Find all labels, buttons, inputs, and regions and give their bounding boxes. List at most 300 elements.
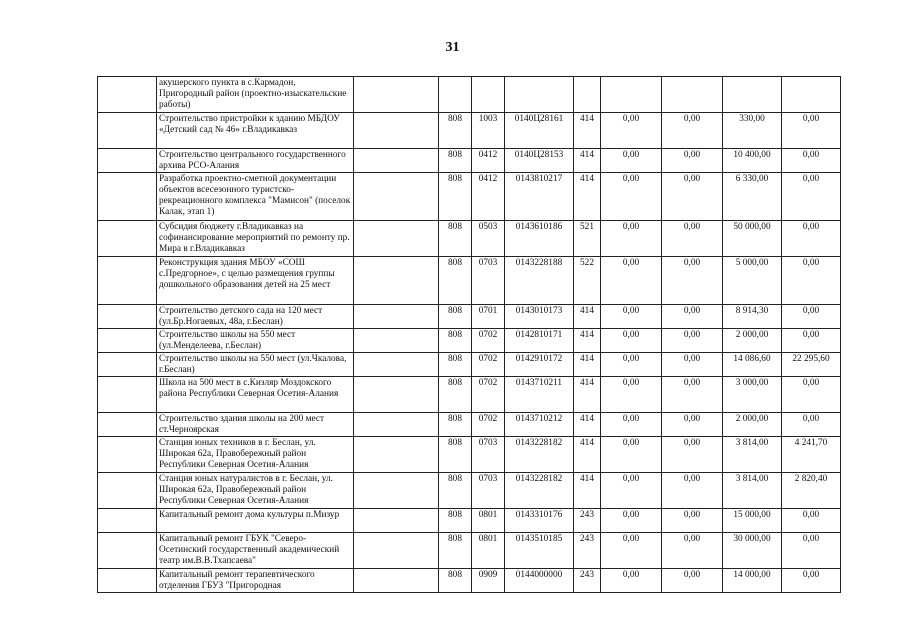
object-name-text: Капитальный ремонт ГБУК "Северо-Осетинский государственный академический театр им.В.В.Тхапсаева" bbox=[159, 534, 340, 566]
ministry-code-cell bbox=[439, 377, 472, 413]
row-index-cell bbox=[98, 77, 157, 113]
target-article-text: 0143610186 bbox=[515, 222, 563, 232]
target-article-text: 0144000000 bbox=[515, 570, 563, 580]
ministry-code-cell bbox=[439, 173, 472, 221]
amount-col-2-text: 0,00 bbox=[683, 510, 701, 520]
table-row bbox=[98, 473, 841, 509]
row-index-cell bbox=[98, 437, 157, 473]
amount-col-1-cell bbox=[601, 257, 662, 305]
target-article-text: 0143010173 bbox=[515, 306, 563, 316]
amount-col-4-text: 0,00 bbox=[802, 222, 820, 232]
amount-col-1-text: 0,00 bbox=[622, 378, 640, 388]
object-name-cell bbox=[157, 257, 354, 305]
amount-col-3-cell bbox=[723, 473, 782, 509]
expense-type-cell bbox=[574, 509, 601, 533]
object-name-cell bbox=[157, 533, 354, 569]
ministry-code-cell bbox=[439, 77, 472, 113]
amount-col-2-text: 0,00 bbox=[683, 378, 701, 388]
amount-col-1-text: 0,00 bbox=[622, 414, 640, 424]
section-code-text: 0801 bbox=[478, 534, 498, 544]
expense-type-cell bbox=[574, 113, 601, 149]
amount-col-2-text: 0,00 bbox=[683, 414, 701, 424]
amount-col-2-cell bbox=[662, 329, 723, 353]
amount-col-3-cell bbox=[723, 173, 782, 221]
amount-col-3-text: 30 000,00 bbox=[733, 534, 771, 544]
ministry-code-cell bbox=[439, 329, 472, 353]
target-article-text: 0143510185 bbox=[515, 534, 563, 544]
section-code-cell bbox=[472, 113, 505, 149]
object-name-cell bbox=[157, 149, 354, 173]
amount-col-2-cell bbox=[662, 533, 723, 569]
amount-col-4-text: 0,00 bbox=[802, 150, 820, 160]
ministry-code-text: 808 bbox=[448, 474, 462, 484]
amount-col-4-cell bbox=[782, 149, 841, 173]
expense-type-text: 243 bbox=[580, 534, 594, 544]
ministry-code-cell bbox=[439, 149, 472, 173]
amount-col-2-text: 0,00 bbox=[683, 174, 701, 184]
row-index-cell bbox=[98, 221, 157, 257]
target-article-text: 0143228188 bbox=[515, 258, 563, 268]
amount-col-3-cell bbox=[723, 77, 782, 113]
amount-col-2-text: 0,00 bbox=[683, 474, 701, 484]
object-name-cell bbox=[157, 509, 354, 533]
empty-cell bbox=[354, 533, 439, 569]
amount-col-4-text: 0,00 bbox=[802, 258, 820, 268]
amount-col-2-text: 0,00 bbox=[683, 114, 701, 124]
ministry-code-text: 808 bbox=[448, 306, 462, 316]
object-name-text: Субсидия бюджету г.Владикавказ на софинансирование мероприятий по ремонту пр. Мира в г.Владикавказ bbox=[159, 222, 350, 254]
amount-col-3-text: 14 086,60 bbox=[733, 354, 771, 364]
target-article-text: 0142810171 bbox=[515, 330, 563, 340]
expense-type-text: 414 bbox=[580, 474, 594, 484]
object-name-cell bbox=[157, 77, 354, 113]
table-body bbox=[98, 77, 841, 593]
target-article-text: 0143710212 bbox=[515, 414, 563, 424]
table-row bbox=[98, 77, 841, 113]
ministry-code-text: 808 bbox=[448, 222, 462, 232]
amount-col-1-cell bbox=[601, 413, 662, 437]
amount-col-4-text: 4 241,70 bbox=[794, 438, 828, 448]
empty-cell bbox=[354, 257, 439, 305]
section-code-text: 0702 bbox=[478, 330, 498, 340]
expense-type-cell bbox=[574, 473, 601, 509]
ministry-code-cell bbox=[439, 257, 472, 305]
object-name-text: Станция юных техников в г. Беслан, ул. Широкая 62а, Правобережный район Республики Северная Осетия-Алания bbox=[159, 438, 316, 470]
expense-type-cell bbox=[574, 173, 601, 221]
amount-col-4-cell bbox=[782, 113, 841, 149]
ministry-code-cell bbox=[439, 221, 472, 257]
object-name-text: Капитальный ремонт терапевтического отделения ГБУЗ "Пригородная bbox=[159, 570, 315, 591]
amount-col-1-cell bbox=[601, 437, 662, 473]
section-code-cell bbox=[472, 149, 505, 173]
ministry-code-cell bbox=[439, 569, 472, 593]
empty-cell bbox=[354, 221, 439, 257]
amount-col-3-text: 2 000,00 bbox=[735, 330, 769, 340]
budget-table bbox=[97, 76, 841, 593]
target-article-text: 0140Ц28161 bbox=[514, 114, 564, 124]
amount-col-3-text: 5 000,00 bbox=[735, 258, 769, 268]
target-article-cell bbox=[505, 329, 574, 353]
row-index-cell bbox=[98, 173, 157, 221]
amount-col-4-cell bbox=[782, 173, 841, 221]
amount-col-3-text: 10 400,00 bbox=[733, 150, 771, 160]
amount-col-3-cell bbox=[723, 257, 782, 305]
section-code-text: 0702 bbox=[478, 378, 498, 388]
amount-col-1-cell bbox=[601, 569, 662, 593]
amount-col-4-text: 0,00 bbox=[802, 534, 820, 544]
table-row bbox=[98, 257, 841, 305]
amount-col-3-text: 3 814,00 bbox=[735, 474, 769, 484]
target-article-cell bbox=[505, 305, 574, 329]
object-name-text: Разработка проектно-сметной документации объектов всесезонного туристско-рекреационного комплекса "Мамисон" (поселок Калак, этап 1) bbox=[159, 174, 351, 217]
amount-col-3-text: 8 914,30 bbox=[735, 306, 769, 316]
expense-type-text: 522 bbox=[580, 258, 594, 268]
table-row bbox=[98, 221, 841, 257]
expense-type-text: 414 bbox=[580, 330, 594, 340]
amount-col-4-cell bbox=[782, 509, 841, 533]
amount-col-1-cell bbox=[601, 173, 662, 221]
section-code-cell bbox=[472, 533, 505, 569]
expense-type-text: 414 bbox=[580, 114, 594, 124]
amount-col-2-cell bbox=[662, 221, 723, 257]
expense-type-cell bbox=[574, 353, 601, 377]
table-row bbox=[98, 413, 841, 437]
section-code-cell bbox=[472, 569, 505, 593]
object-name-text: акушерского пункта в с.Кармадон, Пригородный район (проектно-изыскательские работы) bbox=[159, 78, 347, 110]
ministry-code-text: 808 bbox=[448, 354, 462, 364]
expense-type-text: 414 bbox=[580, 174, 594, 184]
object-name-text: Капитальный ремонт дома культуры п.Мизур bbox=[159, 510, 340, 520]
amount-col-4-cell bbox=[782, 305, 841, 329]
row-index-cell bbox=[98, 533, 157, 569]
object-name-text: Реконструкция здания МБОУ «СОШ с.Предгорное», с целью размещения группы дошкольного образования детей на 25 мест bbox=[159, 258, 335, 290]
section-code-text: 0702 bbox=[478, 354, 498, 364]
ministry-code-cell bbox=[439, 305, 472, 329]
expense-type-text: 414 bbox=[580, 306, 594, 316]
target-article-cell bbox=[505, 509, 574, 533]
amount-col-4-text: 0,00 bbox=[802, 414, 820, 424]
expense-type-text: 414 bbox=[580, 354, 594, 364]
amount-col-4-text: 0,00 bbox=[802, 378, 820, 388]
ministry-code-cell bbox=[439, 113, 472, 149]
amount-col-3-cell bbox=[723, 221, 782, 257]
amount-col-2-cell bbox=[662, 257, 723, 305]
object-name-cell bbox=[157, 437, 354, 473]
amount-col-3-cell bbox=[723, 437, 782, 473]
target-article-cell bbox=[505, 353, 574, 377]
row-index-cell bbox=[98, 569, 157, 593]
object-name-text: Строительство школы на 550 мест (ул.Менделеева, г.Беслан) bbox=[159, 330, 296, 351]
expense-type-cell bbox=[574, 329, 601, 353]
amount-col-1-cell bbox=[601, 305, 662, 329]
section-code-text: 0703 bbox=[478, 474, 498, 484]
object-name-text: Строительство пристройки к зданию МБДОУ «Детский сад № 46» г.Владикавказ bbox=[159, 114, 340, 135]
section-code-cell bbox=[472, 173, 505, 221]
amount-col-1-text: 0,00 bbox=[622, 330, 640, 340]
target-article-cell bbox=[505, 149, 574, 173]
expense-type-text: 243 bbox=[580, 510, 594, 520]
table-row bbox=[98, 173, 841, 221]
amount-col-4-cell bbox=[782, 437, 841, 473]
row-index-cell bbox=[98, 329, 157, 353]
amount-col-2-text: 0,00 bbox=[683, 534, 701, 544]
amount-col-2-text: 0,00 bbox=[683, 222, 701, 232]
amount-col-1-cell bbox=[601, 377, 662, 413]
amount-col-1-text: 0,00 bbox=[622, 474, 640, 484]
target-article-text: 0143228182 bbox=[515, 474, 563, 484]
amount-col-4-text: 22 295,60 bbox=[792, 354, 830, 364]
expense-type-text: 414 bbox=[580, 150, 594, 160]
amount-col-2-cell bbox=[662, 413, 723, 437]
amount-col-1-text: 0,00 bbox=[622, 306, 640, 316]
amount-col-2-text: 0,00 bbox=[683, 330, 701, 340]
amount-col-2-cell bbox=[662, 77, 723, 113]
amount-col-3-text: 50 000,00 bbox=[733, 222, 771, 232]
section-code-text: 0703 bbox=[478, 258, 498, 268]
object-name-text: Строительство здания школы на 200 мест ст.Черноярская bbox=[159, 414, 325, 435]
object-name-cell bbox=[157, 413, 354, 437]
object-name-text: Строительство детского сада на 120 мест (ул.Бр.Ногаевых, 48а, г.Беслан) bbox=[159, 306, 323, 327]
table-row bbox=[98, 509, 841, 533]
amount-col-1-cell bbox=[601, 329, 662, 353]
section-code-cell bbox=[472, 305, 505, 329]
table-row bbox=[98, 377, 841, 413]
section-code-cell bbox=[472, 257, 505, 305]
ministry-code-text: 808 bbox=[448, 570, 462, 580]
section-code-cell bbox=[472, 509, 505, 533]
expense-type-text: 414 bbox=[580, 438, 594, 448]
table-row bbox=[98, 149, 841, 173]
amount-col-4-text: 2 820,40 bbox=[794, 474, 828, 484]
ministry-code-text: 808 bbox=[448, 510, 462, 520]
amount-col-1-text: 0,00 bbox=[622, 174, 640, 184]
amount-col-1-cell bbox=[601, 113, 662, 149]
row-index-cell bbox=[98, 377, 157, 413]
amount-col-4-text: 0,00 bbox=[802, 330, 820, 340]
empty-cell bbox=[354, 353, 439, 377]
amount-col-3-cell bbox=[723, 353, 782, 377]
section-code-text: 0801 bbox=[478, 510, 498, 520]
empty-cell bbox=[354, 509, 439, 533]
amount-col-3-cell bbox=[723, 329, 782, 353]
amount-col-3-cell bbox=[723, 413, 782, 437]
target-article-cell bbox=[505, 569, 574, 593]
amount-col-3-cell bbox=[723, 509, 782, 533]
object-name-text: Школа на 500 мест в с.Кизляр Моздокского района Республики Северная Осетия-Алания bbox=[159, 378, 339, 399]
expense-type-cell bbox=[574, 569, 601, 593]
amount-col-4-cell bbox=[782, 473, 841, 509]
section-code-text: 0412 bbox=[478, 150, 498, 160]
amount-col-1-text: 0,00 bbox=[622, 570, 640, 580]
section-code-text: 0412 bbox=[478, 174, 498, 184]
amount-col-2-cell bbox=[662, 509, 723, 533]
row-index-cell bbox=[98, 473, 157, 509]
object-name-cell bbox=[157, 353, 354, 377]
amount-col-3-cell bbox=[723, 533, 782, 569]
expense-type-cell bbox=[574, 221, 601, 257]
amount-col-4-cell bbox=[782, 377, 841, 413]
amount-col-3-text: 15 000,00 bbox=[733, 510, 771, 520]
target-article-cell bbox=[505, 437, 574, 473]
ministry-code-text: 808 bbox=[448, 534, 462, 544]
amount-col-2-text: 0,00 bbox=[683, 150, 701, 160]
expense-type-text: 414 bbox=[580, 414, 594, 424]
amount-col-4-text: 0,00 bbox=[802, 570, 820, 580]
amount-col-4-cell bbox=[782, 533, 841, 569]
empty-cell bbox=[354, 413, 439, 437]
row-index-cell bbox=[98, 113, 157, 149]
amount-col-2-text: 0,00 bbox=[683, 570, 701, 580]
section-code-cell bbox=[472, 437, 505, 473]
row-index-cell bbox=[98, 149, 157, 173]
object-name-cell bbox=[157, 221, 354, 257]
table-row bbox=[98, 437, 841, 473]
ministry-code-cell bbox=[439, 533, 472, 569]
ministry-code-text: 808 bbox=[448, 258, 462, 268]
amount-col-3-cell bbox=[723, 113, 782, 149]
object-name-text: Станция юных натуралистов в г. Беслан, ул. Широкая 62а, Правобережный район Республики Северная Осетия-Алания bbox=[159, 474, 333, 506]
empty-cell bbox=[354, 173, 439, 221]
amount-col-4-cell bbox=[782, 413, 841, 437]
target-article-text: 0143810217 bbox=[515, 174, 563, 184]
amount-col-1-text: 0,00 bbox=[622, 222, 640, 232]
ministry-code-text: 808 bbox=[448, 330, 462, 340]
empty-cell bbox=[354, 473, 439, 509]
amount-col-2-cell bbox=[662, 569, 723, 593]
amount-col-3-cell bbox=[723, 377, 782, 413]
object-name-cell bbox=[157, 173, 354, 221]
amount-col-3-text: 2 000,00 bbox=[735, 414, 769, 424]
amount-col-1-text: 0,00 bbox=[622, 258, 640, 268]
amount-col-1-text: 0,00 bbox=[622, 354, 640, 364]
section-code-text: 0909 bbox=[478, 570, 498, 580]
amount-col-3-text: 3 814,00 bbox=[735, 438, 769, 448]
ministry-code-cell bbox=[439, 413, 472, 437]
target-article-cell bbox=[505, 113, 574, 149]
target-article-cell bbox=[505, 221, 574, 257]
amount-col-1-text: 0,00 bbox=[622, 438, 640, 448]
amount-col-1-cell bbox=[601, 473, 662, 509]
object-name-cell bbox=[157, 113, 354, 149]
expense-type-text: 243 bbox=[580, 570, 594, 580]
amount-col-3-text: 6 330,00 bbox=[735, 174, 769, 184]
expense-type-cell bbox=[574, 305, 601, 329]
amount-col-2-cell bbox=[662, 173, 723, 221]
ministry-code-text: 808 bbox=[448, 150, 462, 160]
empty-cell bbox=[354, 113, 439, 149]
object-name-text: Строительство школы на 550 мест (ул.Чкалова, г.Беслан) bbox=[159, 354, 347, 375]
section-code-cell bbox=[472, 413, 505, 437]
table-row bbox=[98, 533, 841, 569]
section-code-text: 1003 bbox=[478, 114, 498, 124]
section-code-text: 0703 bbox=[478, 438, 498, 448]
object-name-cell bbox=[157, 569, 354, 593]
table-row bbox=[98, 113, 841, 149]
ministry-code-cell bbox=[439, 509, 472, 533]
amount-col-2-cell bbox=[662, 377, 723, 413]
section-code-text: 0702 bbox=[478, 414, 498, 424]
amount-col-3-cell bbox=[723, 569, 782, 593]
empty-cell bbox=[354, 437, 439, 473]
empty-cell bbox=[354, 77, 439, 113]
amount-col-4-text: 0,00 bbox=[802, 174, 820, 184]
expense-type-text: 414 bbox=[580, 378, 594, 388]
expense-type-cell bbox=[574, 437, 601, 473]
object-name-cell bbox=[157, 329, 354, 353]
expense-type-cell bbox=[574, 533, 601, 569]
table-row bbox=[98, 305, 841, 329]
row-index-cell bbox=[98, 305, 157, 329]
section-code-cell bbox=[472, 329, 505, 353]
section-code-cell bbox=[472, 377, 505, 413]
amount-col-1-cell bbox=[601, 77, 662, 113]
amount-col-2-cell bbox=[662, 305, 723, 329]
amount-col-1-cell bbox=[601, 149, 662, 173]
expense-type-cell bbox=[574, 257, 601, 305]
amount-col-4-text: 0,00 bbox=[802, 114, 820, 124]
amount-col-4-cell bbox=[782, 257, 841, 305]
target-article-text: 0143228182 bbox=[515, 438, 563, 448]
page-number: 31 bbox=[445, 40, 460, 55]
amount-col-2-cell bbox=[662, 437, 723, 473]
table-row bbox=[98, 353, 841, 377]
object-name-cell bbox=[157, 305, 354, 329]
amount-col-3-text: 3 000,00 bbox=[735, 378, 769, 388]
section-code-text: 0503 bbox=[478, 222, 498, 232]
target-article-cell bbox=[505, 173, 574, 221]
amount-col-1-text: 0,00 bbox=[622, 534, 640, 544]
section-code-cell bbox=[472, 473, 505, 509]
amount-col-2-cell bbox=[662, 353, 723, 377]
table-row bbox=[98, 329, 841, 353]
target-article-cell bbox=[505, 77, 574, 113]
amount-col-4-text: 0,00 bbox=[802, 306, 820, 316]
amount-col-3-text: 14 000,00 bbox=[733, 570, 771, 580]
target-article-cell bbox=[505, 413, 574, 437]
amount-col-1-cell bbox=[601, 353, 662, 377]
amount-col-4-cell bbox=[782, 353, 841, 377]
expense-type-cell bbox=[574, 413, 601, 437]
section-code-cell bbox=[472, 77, 505, 113]
amount-col-1-cell bbox=[601, 533, 662, 569]
amount-col-4-cell bbox=[782, 77, 841, 113]
amount-col-1-cell bbox=[601, 509, 662, 533]
amount-col-2-cell bbox=[662, 113, 723, 149]
amount-col-1-text: 0,00 bbox=[622, 150, 640, 160]
object-name-text: Строительство центрального государственного архива РСО-Алания bbox=[159, 150, 346, 171]
empty-cell bbox=[354, 305, 439, 329]
ministry-code-cell bbox=[439, 437, 472, 473]
row-index-cell bbox=[98, 413, 157, 437]
target-article-cell bbox=[505, 377, 574, 413]
row-index-cell bbox=[98, 257, 157, 305]
amount-col-2-text: 0,00 bbox=[683, 354, 701, 364]
section-code-text: 0701 bbox=[478, 306, 498, 316]
section-code-cell bbox=[472, 353, 505, 377]
ministry-code-cell bbox=[439, 353, 472, 377]
target-article-cell bbox=[505, 473, 574, 509]
ministry-code-text: 808 bbox=[448, 114, 462, 124]
empty-cell bbox=[354, 149, 439, 173]
target-article-cell bbox=[505, 533, 574, 569]
amount-col-3-cell bbox=[723, 149, 782, 173]
row-index-cell bbox=[98, 509, 157, 533]
amount-col-4-cell bbox=[782, 221, 841, 257]
target-article-text: 0143710211 bbox=[515, 378, 563, 388]
amount-col-4-cell bbox=[782, 329, 841, 353]
amount-col-2-text: 0,00 bbox=[683, 258, 701, 268]
amount-col-1-text: 0,00 bbox=[622, 114, 640, 124]
